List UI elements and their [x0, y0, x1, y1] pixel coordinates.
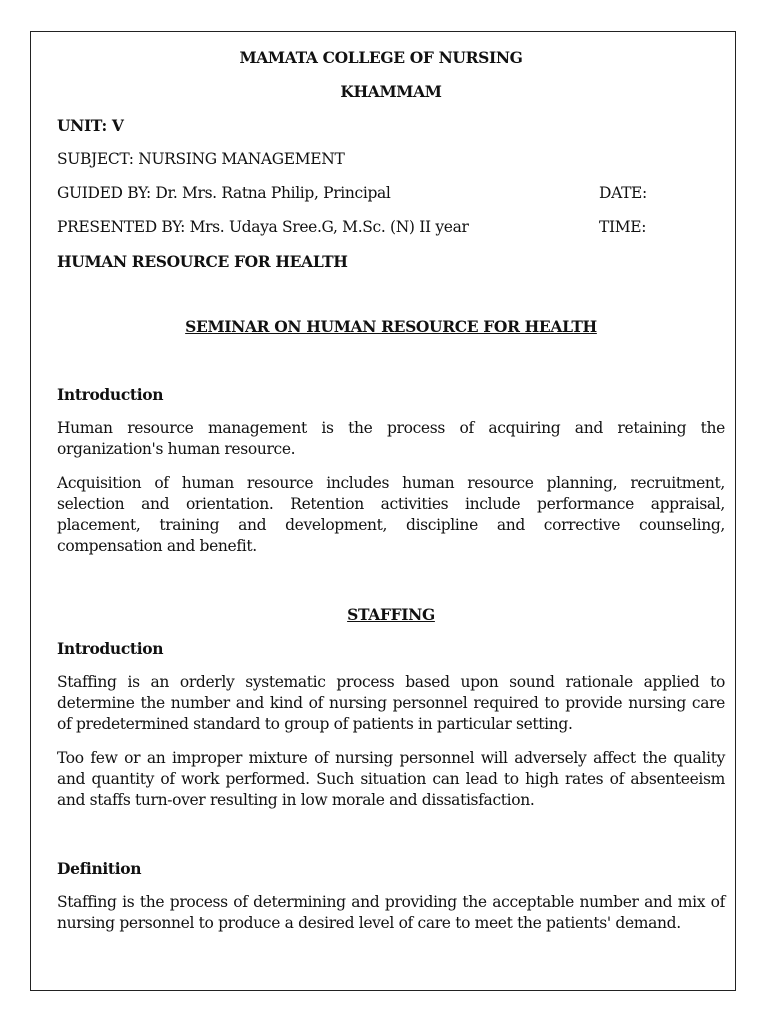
- staffing-intro-heading: Introduction: [57, 639, 164, 658]
- college-city: KHAMMAM: [340, 82, 442, 101]
- date-label: DATE:: [599, 184, 647, 202]
- document-body: [57, 47, 725, 934]
- presented-by-row: [57, 217, 725, 238]
- unit-label: UNIT: V: [57, 116, 124, 135]
- subject-line: SUBJECT: NURSING MANAGEMENT: [57, 150, 345, 168]
- definition-paragraph: Staffing is the process of determining and providing the acceptable number and mix of nursing personnel to produce a desired level of care to meet the patients' demand.: [57, 893, 725, 932]
- seminar-intro-paragraph-1: Human resource management is the process of acquiring and retaining the organization's human resource.: [57, 419, 725, 458]
- guided-by-row: [57, 183, 725, 204]
- college-name: MAMATA COLLEGE OF NURSING: [239, 48, 523, 67]
- time-label: TIME:: [599, 218, 647, 236]
- seminar-intro-heading: Introduction: [57, 385, 164, 404]
- definition-heading: Definition: [57, 859, 142, 878]
- staffing-intro-paragraph-2: Too few or an improper mixture of nursing personnel will adversely affect the quality and quantity of work performed. Such situation can lead to high rates of absenteeism and staffs turn-over resulting in low morale and dissatisfaction.: [57, 749, 725, 809]
- staffing-title: STAFFING: [347, 605, 435, 624]
- seminar-intro-paragraph-2: Acquisition of human resource includes human resource planning, recruitment, selection and orientation. Retention activities include performance appraisal, placement, training and development, discipline and corrective counseling, compensation and benefit.: [57, 474, 725, 555]
- staffing-intro-paragraph-1: Staffing is an orderly systematic process based upon sound rationale applied to determine the number and kind of nursing personnel required to provide nursing care of predetermined standard to group of patients in particular setting.: [57, 673, 725, 733]
- topic-title: HUMAN RESOURCE FOR HEALTH: [57, 252, 348, 271]
- presented-by-text: PRESENTED BY: Mrs. Udaya Sree.G, M.Sc. (N) II year: [57, 218, 469, 236]
- guided-by-text: GUIDED BY: Dr. Mrs. Ratna Philip, Principal: [57, 184, 391, 202]
- seminar-title: SEMINAR ON HUMAN RESOURCE FOR HEALTH: [185, 317, 597, 336]
